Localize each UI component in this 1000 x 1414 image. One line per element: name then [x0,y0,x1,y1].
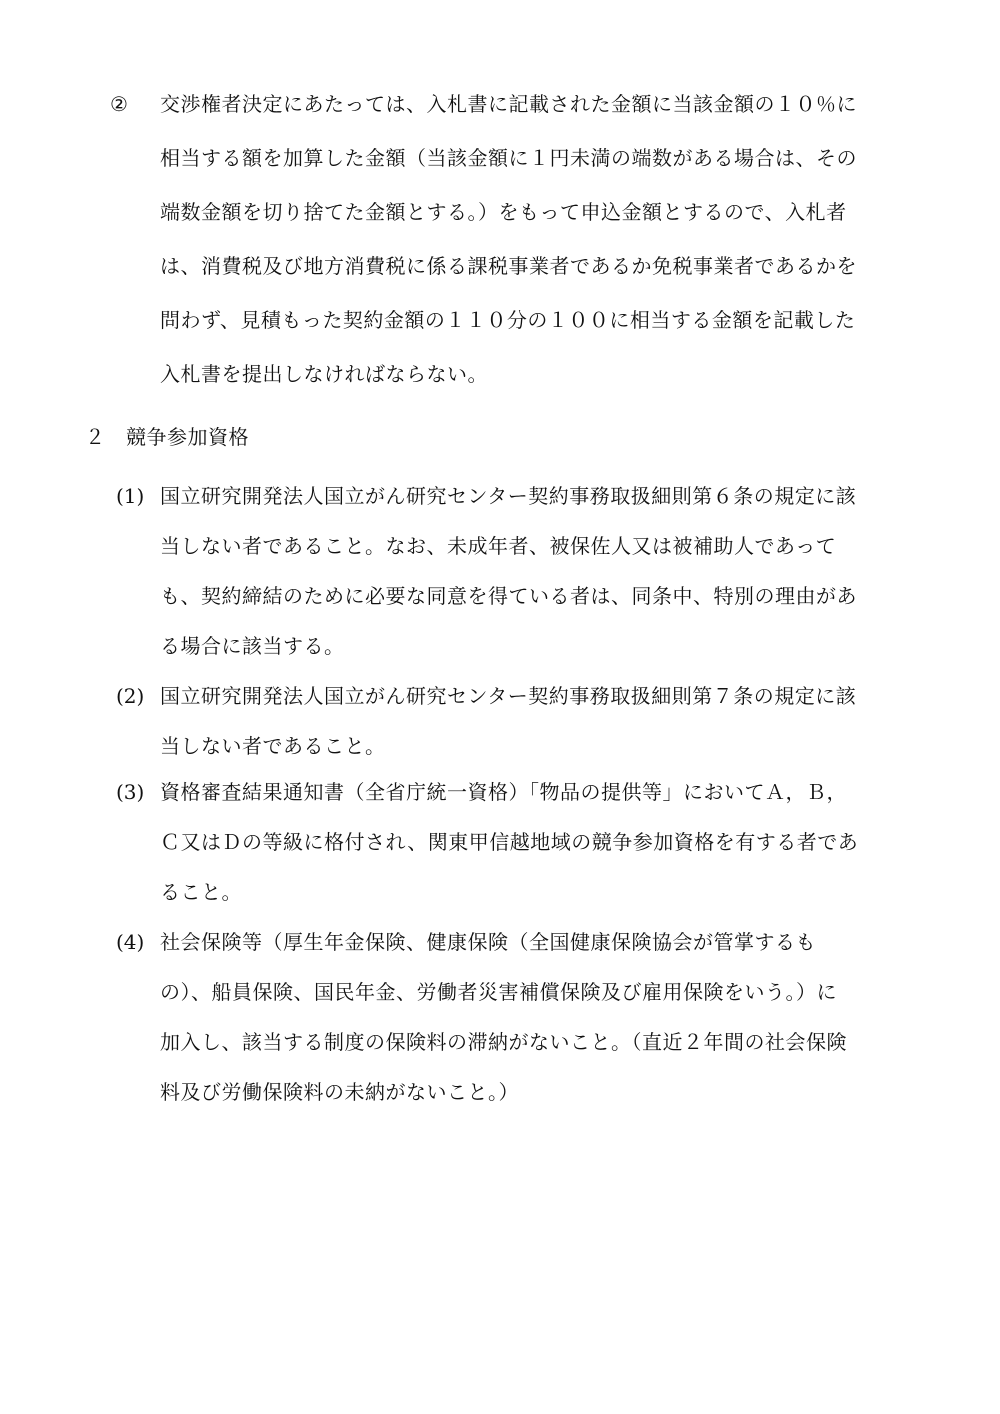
section-heading: ２ 競争参加資格 [85,425,249,449]
item-marker: (2) [116,684,145,708]
paragraph-line: 加入し、該当する制度の保険料の滞納がないこと。（直近２年間の社会保険 [160,1030,847,1054]
paragraph-line: 社会保険等（厚生年金保険、健康保険（全国健康保険協会が管掌するも [160,930,816,954]
paragraph-line: 当しない者であること。 [160,734,386,758]
paragraph-line: 入札書を提出しなければならない。 [160,362,488,386]
paragraph-line: 国立研究開発法人国立がん研究センター契約事務取扱細則第６条の規定に該 [160,484,857,508]
paragraph-line: 交渉権者決定にあたっては、入札書に記載された金額に当該金額の１０％に [160,92,857,116]
paragraph-line: ること。 [160,880,242,904]
paragraph-line: の）、船員保険、国民年金、労働者災害補償保険及び雇用保険をいう。）に [160,980,837,1004]
paragraph-line: は、消費税及び地方消費税に係る課税事業者であるか免税事業者であるかを [160,254,857,278]
item-marker: (1) [116,484,145,508]
item-marker: ② [110,92,128,116]
paragraph-line: 当しない者であること。なお、未成年者、被保佐人又は被補助人であって [160,534,837,558]
paragraph-line: 問わず、見積もった契約金額の１１０分の１００に相当する金額を記載した [160,308,856,332]
paragraph-line: 相当する額を加算した金額（当該金額に１円未満の端数がある場合は、その [160,146,857,170]
item-marker: (3) [116,780,145,804]
paragraph-line: る場合に該当する。 [160,634,345,658]
paragraph-line: 端数金額を切り捨てた金額とする。）をもって申込金額とするので、入札者 [160,200,847,224]
paragraph-line: 料及び労働保険料の未納がないこと。） [160,1080,519,1104]
paragraph-line: 資格審査結果通知書（全省庁統一資格）「物品の提供等」においてＡ，Ｂ， [160,780,847,804]
paragraph-line: Ｃ又はＤの等級に格付され、関東甲信越地域の競争参加資格を有する者であ [160,830,859,854]
item-marker: (4) [116,930,145,954]
paragraph-line: 国立研究開発法人国立がん研究センター契約事務取扱細則第７条の規定に該 [160,684,857,708]
paragraph-line: も、契約締結のために必要な同意を得ている者は、同条中、特別の理由があ [160,584,857,608]
